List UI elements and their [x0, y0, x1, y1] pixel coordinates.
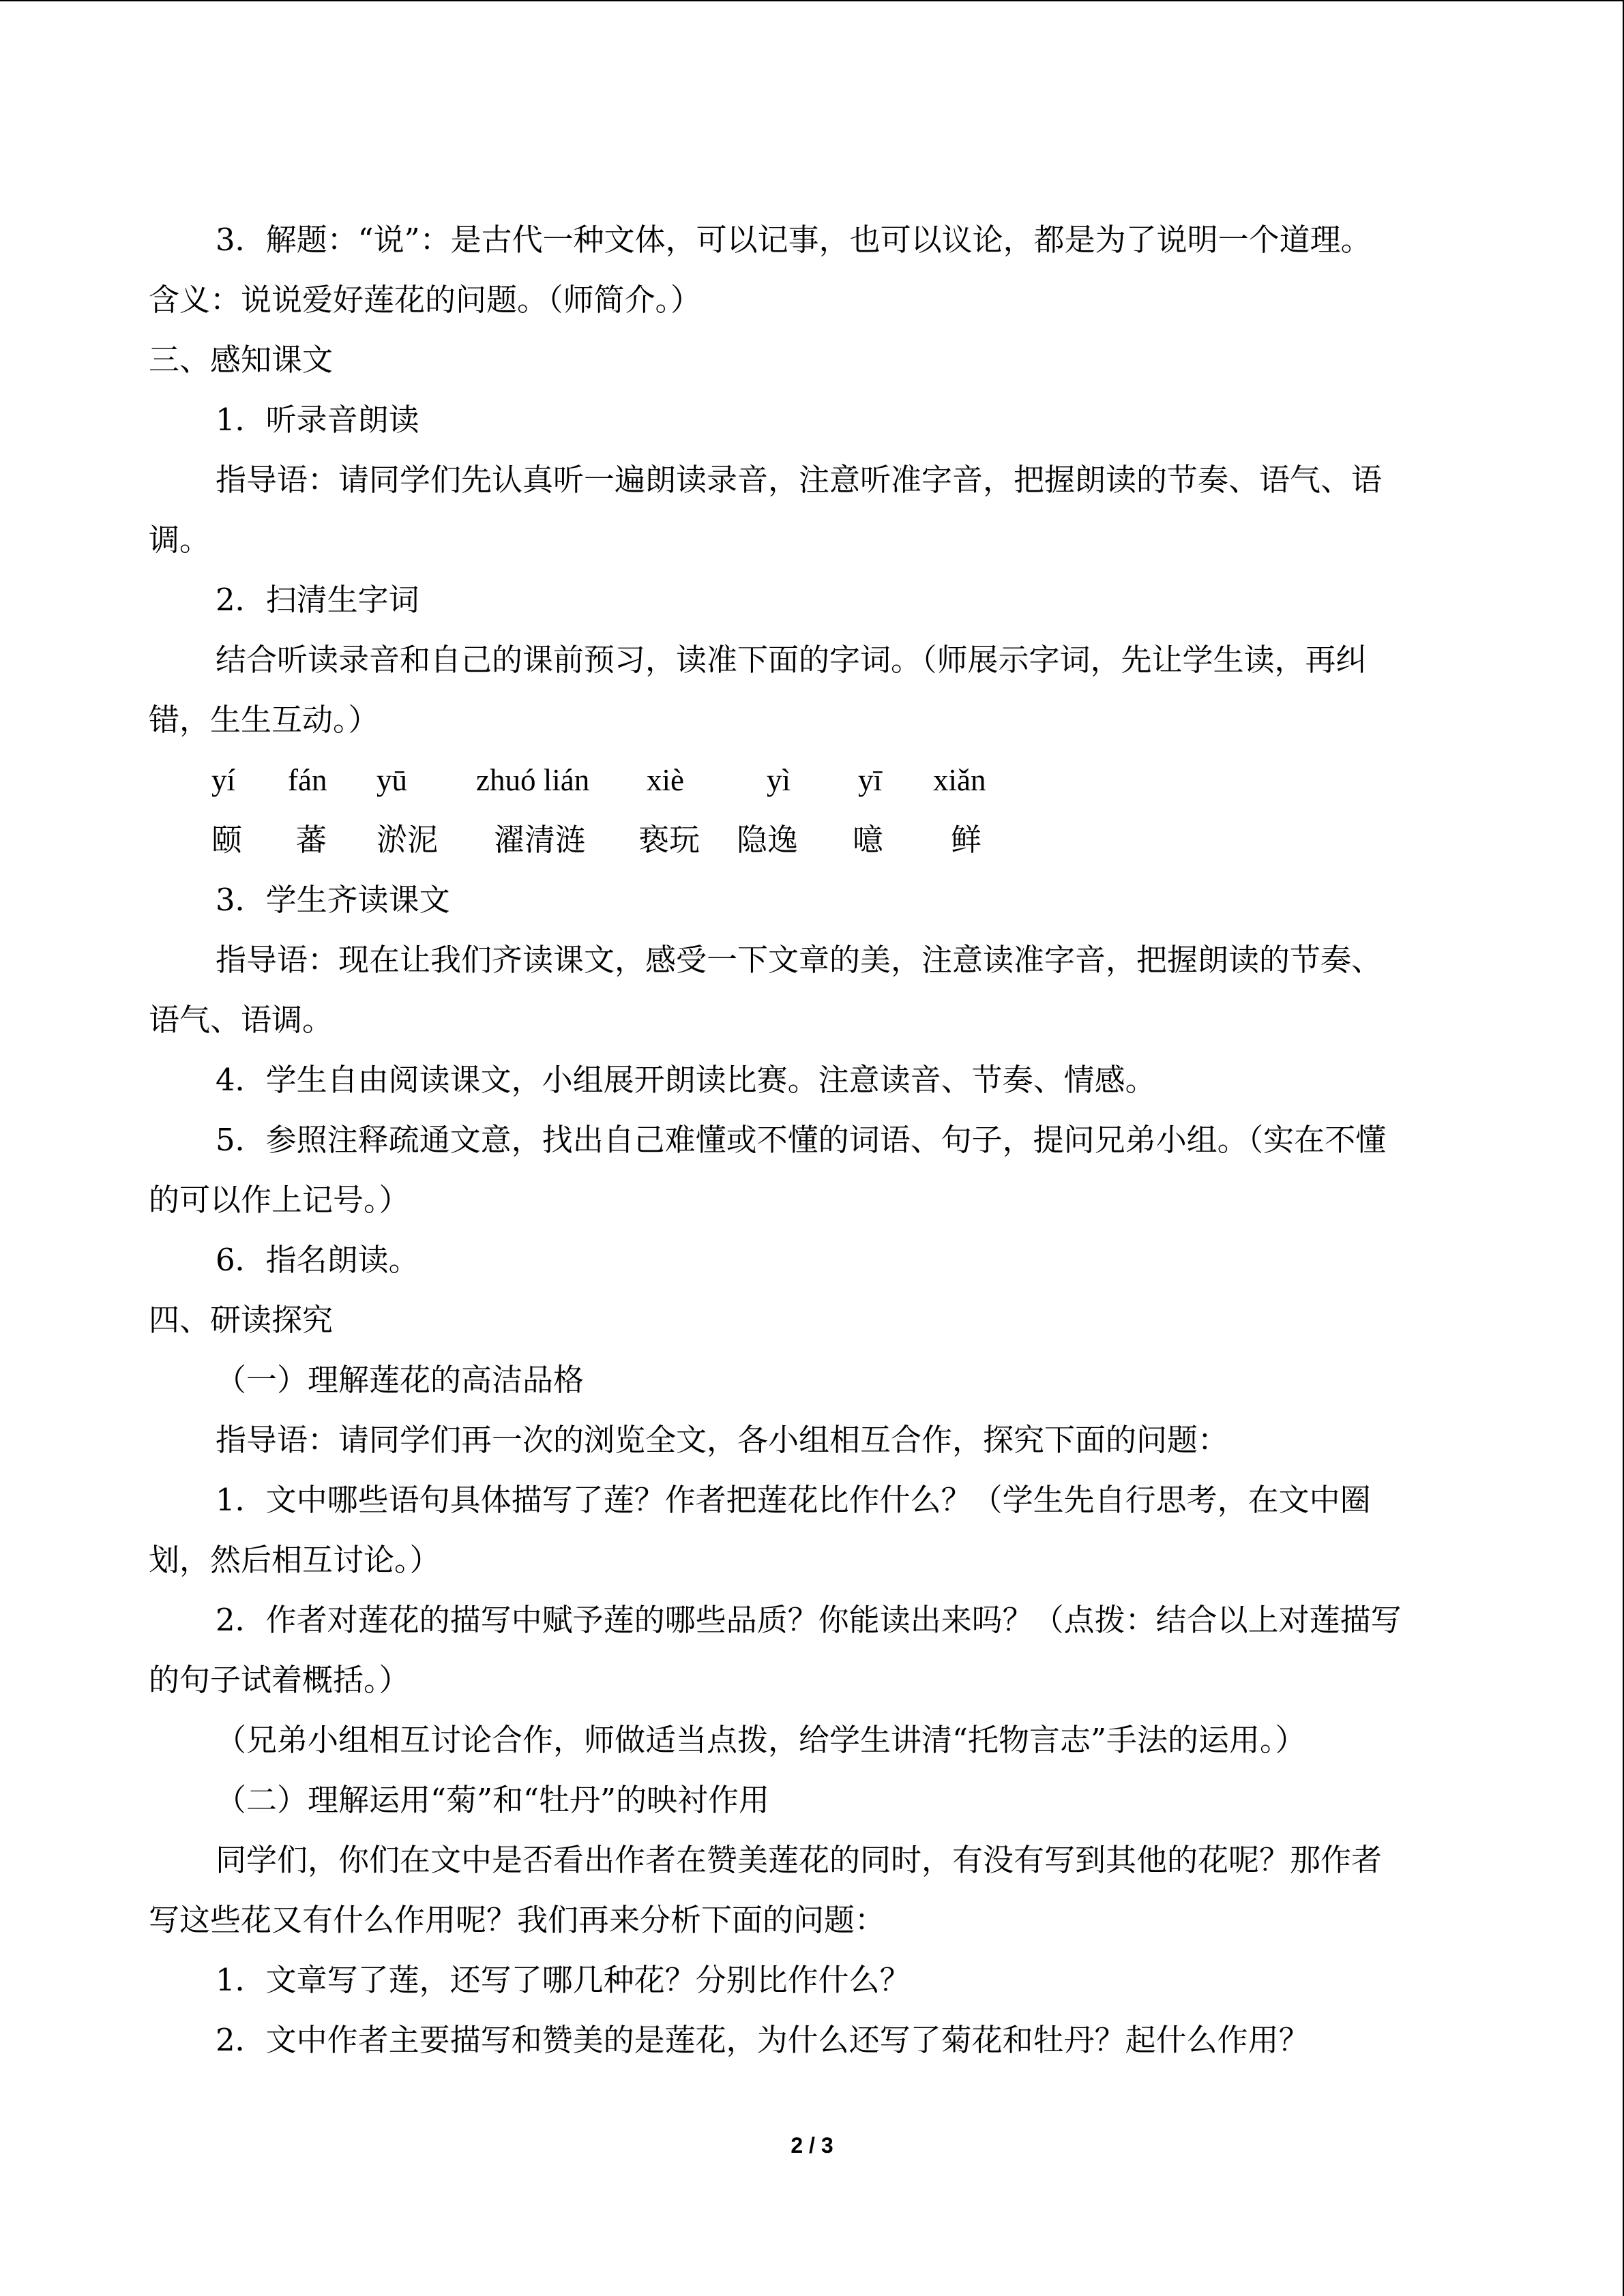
paragraph: 1．听录音朗读: [216, 402, 419, 438]
section-heading: 三、感知课文: [149, 342, 334, 378]
vocab-chars-row: [149, 810, 1472, 870]
pinyin: yū: [377, 763, 407, 797]
paragraph: （兄弟小组相互讨论合作，师做适当点拨，给学生讲清“托物言志”手法的运用。）: [216, 1722, 1306, 1758]
paragraph: 指导语：现在让我们齐读课文，感受一下文章的美，注意读准字音，把握朗读的节奏、: [216, 942, 1383, 978]
pinyin: yí: [211, 763, 236, 797]
vocab-word: 淤泥: [377, 822, 439, 858]
paragraph: 的可以作上记号。）: [149, 1182, 410, 1218]
paragraph: 5．参照注释疏通文意，找出自己难懂或不懂的词语、句子，提问兄弟小组。（实在不懂: [216, 1122, 1387, 1158]
pinyin: yī: [858, 763, 883, 797]
paragraph: 6．指名朗读。: [216, 1242, 419, 1278]
paragraph: 同学们，你们在文中是否看出作者在赞美莲花的同时，有没有写到其他的花呢？那作者: [216, 1842, 1383, 1878]
vocab-word: 鲜: [951, 822, 982, 858]
section-heading: 四、研读探究: [149, 1302, 334, 1338]
document-body: [149, 210, 1472, 2070]
paragraph: 1．文中哪些语句具体描写了莲？作者把莲花比作什么？（学生先自行思考，在文中圈: [216, 1482, 1371, 1518]
paragraph: 2．文中作者主要描写和赞美的是莲花，为什么还写了菊花和牡丹？起什么作用？: [216, 2022, 1310, 2058]
page-number: 2 / 3: [791, 2133, 833, 2158]
paragraph: 调。: [149, 522, 211, 558]
vocab-word: 颐: [211, 822, 243, 858]
pinyin: yì: [767, 763, 791, 797]
pinyin: xiè: [647, 763, 684, 797]
vocab-word: 亵玩: [638, 822, 700, 858]
paragraph: 2．作者对莲花的描写中赋予莲的哪些品质？你能读出来吗？（点拨：结合以上对莲描写: [216, 1602, 1402, 1638]
paragraph: 的句子试着概括。）: [149, 1662, 410, 1698]
pinyin: zhuó lián: [476, 763, 590, 797]
vocab-word: 濯清涟: [494, 822, 587, 858]
paragraph: 语气、语调。: [149, 1002, 334, 1038]
pinyin: xiǎn: [933, 763, 986, 797]
paragraph: 1．文章写了莲，还写了哪几种花？分别比作什么？: [216, 1962, 911, 1998]
paragraph: 含义：说说爱好莲花的问题。（师简介。）: [149, 282, 702, 318]
paragraph: 写这些花又有什么作用呢？我们再来分析下面的问题：: [149, 1902, 886, 1938]
subsection-heading: （一）理解莲花的高洁品格: [216, 1362, 585, 1398]
paragraph: 3．学生齐读课文: [216, 882, 450, 918]
vocab-pinyin-row: [149, 750, 1472, 810]
paragraph: 结合听读录音和自己的课前预习，读准下面的字词。（师展示字词，先让学生读，再纠: [216, 642, 1367, 678]
subsection-heading: （二）理解运用“菊”和“牡丹”的映衬作用: [216, 1782, 770, 1818]
paragraph: 2．扫清生字词: [216, 582, 419, 618]
vocab-word: 隐逸: [737, 822, 799, 858]
paragraph: 指导语：请同学们先认真听一遍朗读录音，注意听准字音，把握朗读的节奏、语气、语: [216, 462, 1383, 498]
paragraph: 3．解题：“说”：是古代一种文体，可以记事，也可以议论，都是为了说明一个道理。: [216, 222, 1372, 258]
paragraph: 4．学生自由阅读课文，小组展开朗读比赛。注意读音、节奏、情感。: [216, 1062, 1156, 1098]
paragraph: 指导语：请同学们再一次的浏览全文，各小组相互合作，探究下面的问题：: [216, 1422, 1229, 1458]
pinyin: fán: [288, 763, 327, 797]
vocab-word: 蕃: [296, 822, 327, 858]
paragraph: 错，生生互动。）: [149, 702, 379, 738]
paragraph: 划，然后相互讨论。）: [149, 1542, 441, 1578]
vocab-word: 噫: [853, 822, 884, 858]
